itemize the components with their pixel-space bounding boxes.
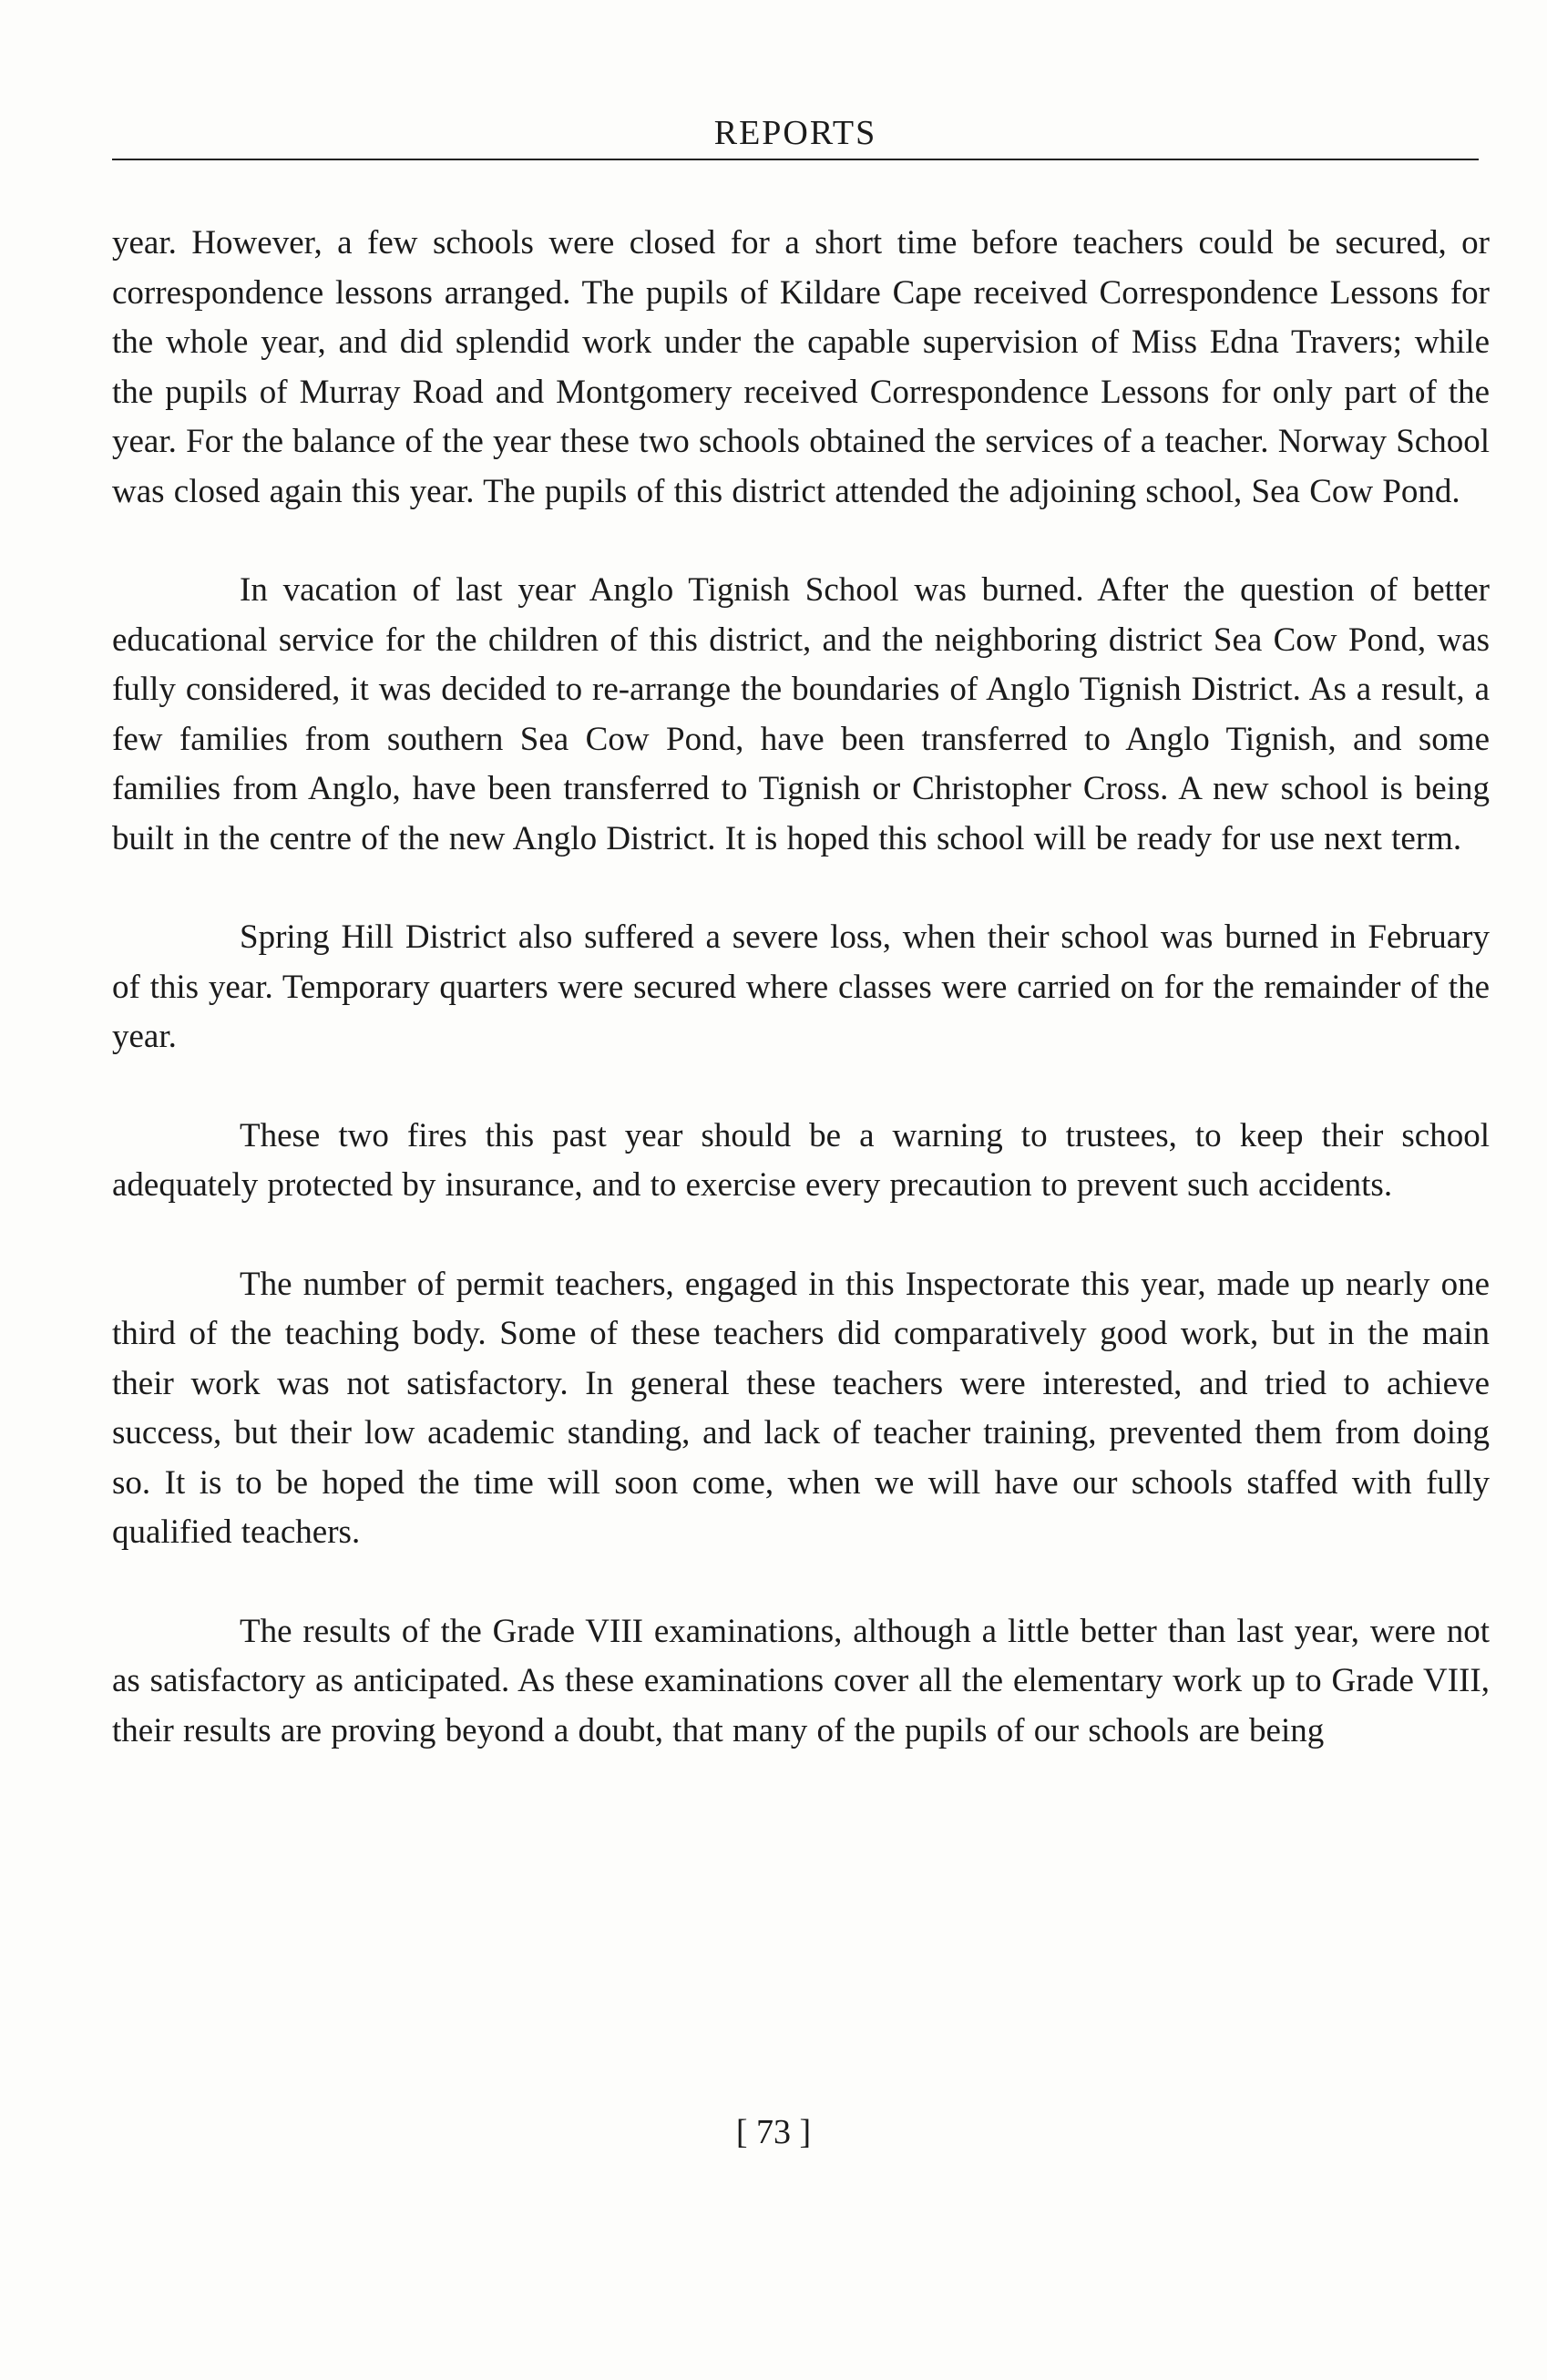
header-title: REPORTS [713,114,877,152]
paragraph-fires-warning: These two fires this past year should be a warning to trustees, to keep their school adequately protected by insurance, and to exercise every precaution to prevent such accidents. [112,1116,1490,1204]
page-number: [ 73 ] [735,2113,812,2151]
running-header [112,108,1479,162]
header-rule [112,159,1479,160]
body-text [112,219,1490,1805]
paragraph-permit-teachers: The number of permit teachers, engaged in this Inspectorate this year, made up nearly one third of the teaching body. Some of these teachers did comparatively good work, but in the main their work was not satisfactory. In general these teachers were interested, and tried to achieve success, but their low academic standing, and lack of teacher training, prevented them from doing so. It is to be hoped the time will soon come, when we will have our schools staffed with fully qualified teachers. [112,1265,1490,1551]
paragraph-continuation: year. However, a few schools were closed for a short time before teachers could be secured, or correspondence lessons arranged. The pupils of Kildare Cape received Correspondence Lessons for the whole year, and did splendid work under the capable supervision of Miss Edna Travers; while the pupils of Murray Road and Montgomery received Correspondence Lessons for only part of the year. For the balance of the year these two schools obtained the services of a teacher. Norway School was closed again this year. The pupils of this district attended the adjoining school, Sea Cow Pond. [112,224,1490,510]
paragraph-grade-viii: The results of the Grade VIII examinations, although a little better than last year, were not as satisfactory as anticipated. As these examinations cover all the elementary work up to Grade VIII, their results are proving beyond a doubt, that many of the pupils of our schools are being [112,1612,1490,1749]
paragraph-anglo-tignish: In vacation of last year Anglo Tignish School was burned. After the question of better educational service for the children of this district, and the neighboring district Sea Cow Pond, was fully considered, it was decided to re-arrange the boundaries of Anglo Tignish District. As a result, a few families from southern Sea Cow Pond, have been transferred to Anglo Tignish, and some families from Anglo, have been transferred to Tignish or Christopher Cross. A new school is being built in the centre of the new Anglo District. It is hoped this school will be ready for use next term. [112,571,1490,857]
paragraph-spring-hill: Spring Hill District also suffered a severe loss, when their school was burned in February of this year. Temporary quarters were secured where classes were carried on for the remainder of the year. [112,918,1490,1055]
